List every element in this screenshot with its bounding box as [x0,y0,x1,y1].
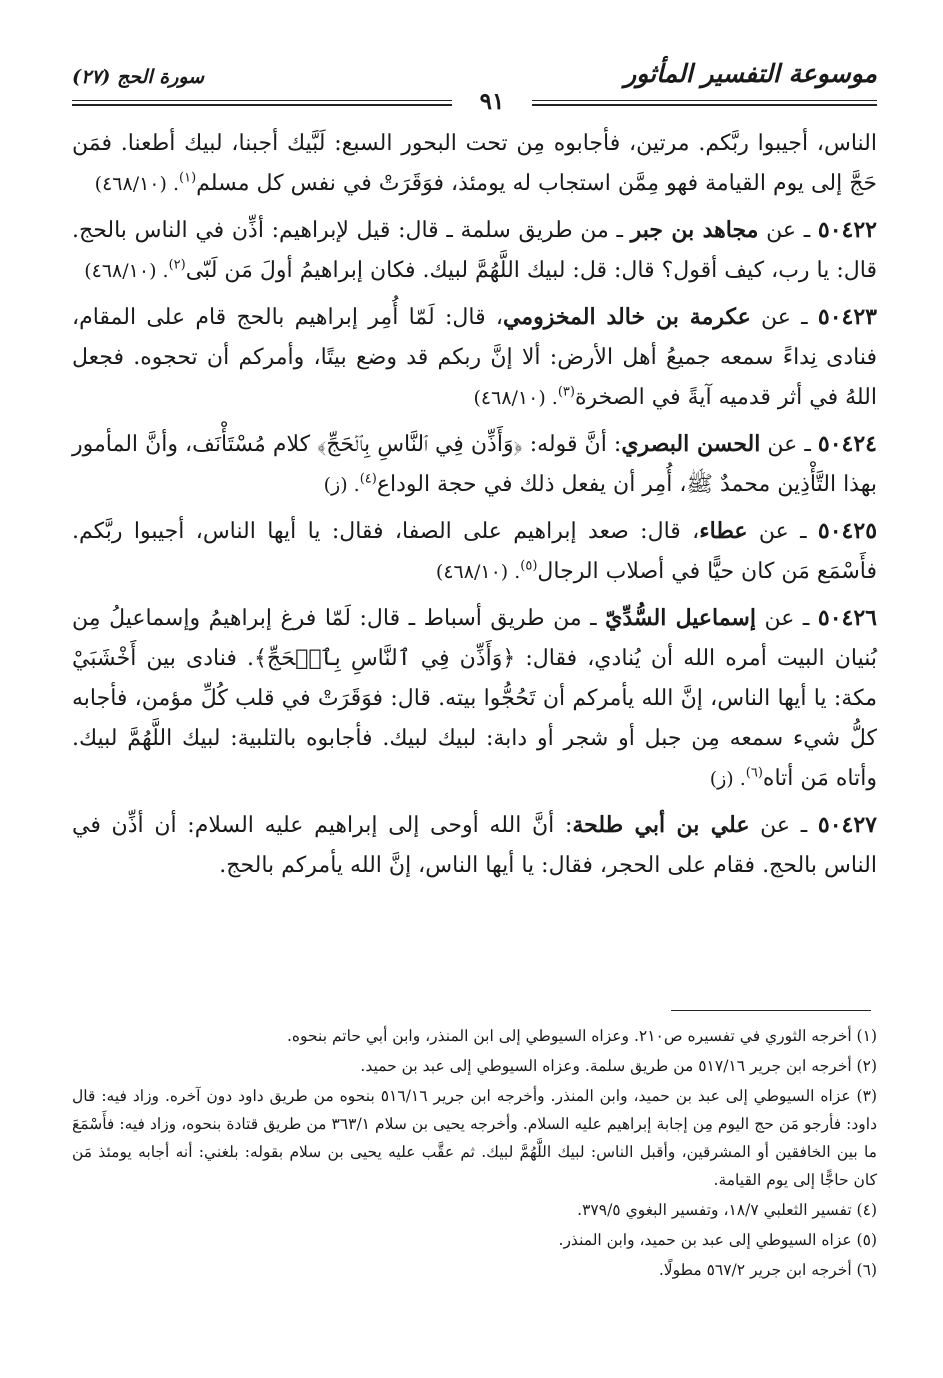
volume-reference: . (٤٦٨/١٠) [94,173,180,195]
volume-reference: . (ز) [323,474,360,496]
hadith-entry: ٥٠٤٢٧ ـ عن علي بن أبي طلحة: أنَّ الله أوحى إلى إبراهيم عليه السلام: أن أذِّن في الناس بالحج. فقام على الحجر، فقال: يا أيها الناس، إنَّ الله يأمركم بالحج. [72,812,877,878]
intro-paragraph [72,124,877,204]
footnote: (٤) تفسير الثعلبي ١٨/٧، وتفسير البغوي ٣٧٩/٥. [577,1201,877,1219]
footnote-marker: (٤) [359,471,377,487]
narrator-name: مجاهد بن جبر [630,217,759,243]
narrator-name: عكرمة بن خالد المخزومي [502,304,751,330]
hadith-entry: ٥٠٤٢٤ ـ عن الحسن البصري: أنَّ قوله: ﴿وَأَذِّن فِي ٱلنَّاسِ بِٱلۡحَجِّ﴾ كلام مُسْتَأْنَف، وأنَّ المأمور بهذا التَّأْذِين محمدٌ ﷺ، أُمِر أن يفعل ذلك في حجة الوداع$^{(٤)}$. (ز) [72,431,877,497]
book-title: موسوعة التفسير المأثور [624,59,877,88]
footnotes [72,1022,877,1286]
entry-number: ٥٠٤٢٤ [817,431,877,457]
volume-reference: . (ز) [709,768,746,790]
volume-reference: . (٤٦٨/١٠) [84,260,169,282]
entry-text: ـ من طريق سلمة ـ قال: قيل لإبراهيم: أذِّن في الناس بالحج. قال: يا رب، كيف أقول؟ قال: قل: لبيك اللَّهُمَّ لبيك. فكان إبراهيمُ أولَ مَن لَبّى [72,218,877,283]
entry-number: ٥٠٤٢٣ [817,304,877,330]
hadith-entry: ٥٠٤٢٣ ـ عن عكرمة بن خالد المخزومي، قال: لَمّا أُمِر إبراهيم بالحج قام على المقام، فنادى نِداءً سمعه جميعُ أهل الأرض: ألا إنَّ ربكم قد وضع بيتًا، وأمركم أن تحجوه. فجعل اللهُ في أثر قدميه آيةً في الصخرة$^{(٣)}$. (٤٦٨/١٠) [72,304,877,410]
entry-number: ٥٠٤٢٥ [817,518,878,544]
entry-number: ٥٠٤٢٢ [817,217,877,243]
volume-reference: . (٤٦٨/١٠) [435,561,521,583]
footnote-marker: (٣) [557,384,575,400]
entry-text: ـ من طريق أسباط ـ قال: لَمّا فرغ إبراهيمُ وإسماعيلُ مِن بُنيان البيت أمره الله أن يُنادي، فقال: ﴿وَأَذِّن فِي ٱلنَّاسِ بِٱلۡحَجِّ﴾. فنادى بين أَخْشَبَيْ مكة: يا أيها الناس، إنَّ الله يأمركم أن تَحُجُّوا بيته. قال: فوَقَرَتْ في قلب كُلِّ مؤمن، فأجابه كلُّ شيء سمعه مِن جبل أو شجر أو دابة: لبيك لبيك. فأجابوه بالتلبية: لبيك اللَّهُمَّ لبيك. وأتاه مَن أتاه [72,606,877,791]
entry-number: ٥٠٤٢٦ [817,605,877,631]
footnote-marker: (٦) [745,765,763,781]
entry-text: ، قال: لَمّا أُمِر إبراهيم بالحج قام على المقام، فنادى نِداءً سمعه جميعُ أهل الأرض: ألا إنَّ ربكم قد وضع بيتًا، وأمركم أن تحجوه. فجعل اللهُ في أثر قدميه آيةً في الصخرة [72,305,877,410]
entry-text: : أنَّ الله أوحى إلى إبراهيم عليه السلام: أن أذِّن في الناس بالحج. فقام على الحجر، فقال: يا أيها الناس، إنَّ الله يأمركم بالحج. [72,813,877,878]
footnote: (١) أخرجه الثوري في تفسيره ص٢١٠. وعزاه السيوطي إلى ابن المنذر، وابن أبي حاتم بنحوه. [287,1027,877,1045]
narrator-name: الحسن البصري [621,431,761,457]
footnote: (٣) عزاه السيوطي إلى عبد بن حميد، وابن المنذر. وأخرجه ابن جرير ٥١٦/١٦ بنحوه من طريق داود دون آخره. وزاد فيه: قال داود: فأرجو مَن حج اليوم مِن إجابة إبراهيم عليه السلام. وأخرجه يحيى بن سلام ٣٦٣/١ من طريق قتادة بنحوه، وزاد فيه: فأَسْمَعَ ما بين الخافقين أو المشرقين، وأقبل الناس: لبيك اللَّهُمَّ لبيك. ثم عقَّب عليه يحيى بن سلام بقوله: بلغني: أنه أجابه يومئذ مَن كان حاجًّا إلى يوم القيامة. [72,1087,877,1189]
entry-text: : أنَّ قوله: ﴿وَأَذِّن فِي ٱلنَّاسِ بِٱلۡحَجِّ﴾ كلام مُسْتَأْنَف، وأنَّ المأمور بهذا التَّأْذِين محمدٌ ﷺ، أُمِر أن يفعل ذلك في حجة الوداع [72,432,877,497]
surah-name: سورة الحج (٢٧) [72,66,205,88]
entry-number: ٥٠٤٢٧ [817,812,877,838]
footnote-separator [671,1010,871,1011]
intro-text: الناس، أجيبوا ربَّكم. مرتين، فأجابوه مِن تحت البحور السبع: لَبَّيك أجبنا، لبيك أطعنا. فمَن حَجَّ إلى يوم القيامة فهو مِمَّن استجاب له يومئذ، فوَقَرَتْ في نفس كل مسلم [72,131,877,196]
page-number: ٩١ [452,88,532,116]
running-header [72,58,877,115]
footnote-marker: (٢) [168,257,186,273]
footnote: (٥) عزاه السيوطي إلى عبد بن حميد، وابن المنذر. [558,1231,877,1249]
main-text [72,124,877,892]
footnote-marker: (١) [179,170,197,186]
footnote: (٢) أخرجه ابن جرير ٥١٧/١٦ من طريق سلمة. وعزاه السيوطي إلى عبد بن حميد. [360,1057,877,1075]
narrator-name: إسماعيل السُّدِّيّ [605,605,756,631]
footnote: (٦) أخرجه ابن جرير ٥٦٧/٢ مطولًا. [658,1261,877,1279]
volume-reference: . (٤٦٨/١٠) [473,387,558,409]
narrator-name: عطاء [699,518,748,544]
narrator-name: علي بن أبي طلحة [572,812,750,838]
entry-text: ، قال: صعد إبراهيم على الصفا، فقال: يا أيها الناس، أجيبوا ربَّكم. فأَسْمَع مَن كان حيًّا في أصلاب الرجال [72,519,877,584]
hadith-entry: ٥٠٤٢٥ ـ عن عطاء، قال: صعد إبراهيم على الصفا، فقال: يا أيها الناس، أجيبوا ربَّكم. فأَسْمَع مَن كان حيًّا في أصلاب الرجال$^{(٥)}$. (٤٦٨/١٠) [72,518,878,584]
hadith-entry: ٥٠٤٢٦ ـ عن إسماعيل السُّدِّيّ ـ من طريق أسباط ـ قال: لَمّا فرغ إبراهيمُ وإسماعيلُ مِن بُنيان البيت أمره الله أن يُنادي، فقال: ﴿وَأَذِّن فِي ٱلنَّاسِ بِٱلۡحَجِّ﴾. فنادى بين أَخْشَبَيْ مكة: يا أيها الناس، إنَّ الله يأمركم أن تَحُجُّوا بيته. قال: فوَقَرَتْ في قلب كُلِّ مؤمن، فأجابه كلُّ شيء سمعه مِن جبل أو شجر أو دابة: لبيك لبيك. فأجابوه بالتلبية: لبيك اللَّهُمَّ لبيك. وأتاه مَن أتاه$^{(٦)}$. (ز) [72,605,877,791]
footnote-marker: (٥) [520,558,538,574]
hadith-entry: ٥٠٤٢٢ ـ عن مجاهد بن جبر ـ من طريق سلمة ـ قال: قيل لإبراهيم: أذِّن في الناس بالحج. قال: يا رب، كيف أقول؟ قال: قل: لبيك اللَّهُمَّ لبيك. فكان إبراهيمُ أولَ مَن لَبّى$^{(٢)}$. (٤٦٨/١٠) [72,217,877,283]
